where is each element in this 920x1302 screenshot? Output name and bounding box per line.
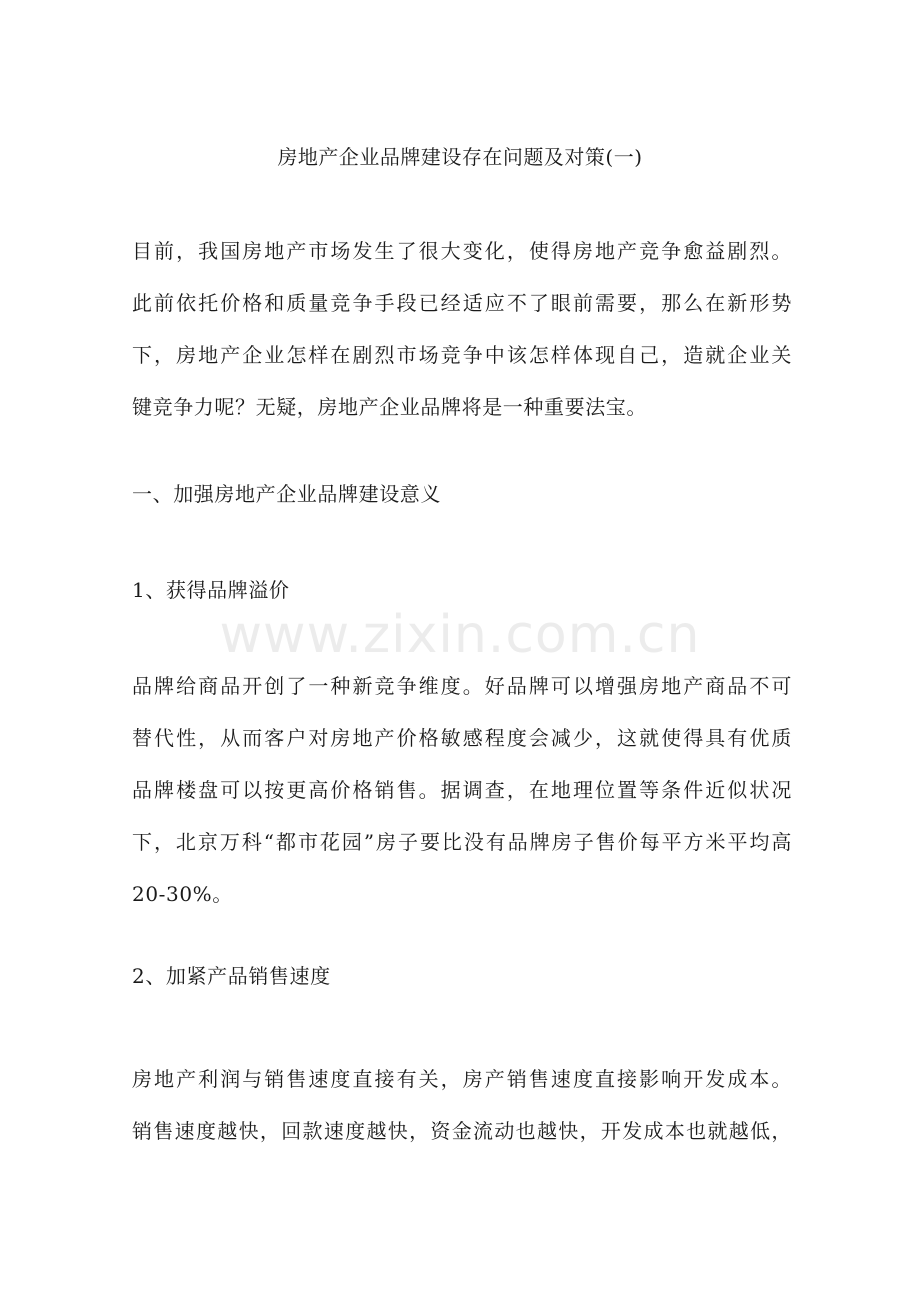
subsection-heading-2: 2、加紧产品销售速度 (132, 964, 331, 988)
subsection-paragraph-2 (132, 1053, 792, 1157)
paragraph-line: 键竞争力呢？无疑，房地产企业品牌将是一种重要法宝。 (132, 395, 647, 419)
intro-paragraph (132, 225, 792, 433)
paragraph-line: 房地产利润与销售速度直接有关，房产销售速度直接影响开发成本。 (132, 1067, 792, 1091)
paragraph-line: 下，北京万科“都市花园”房子要比没有品牌房子售价每平方米平均高 (132, 830, 792, 854)
paragraph-line: 销售速度越快，回款速度越快，资金流动也越快，开发成本也就越低， (132, 1119, 792, 1143)
paragraph-line: 下，房地产企业怎样在剧烈市场竞争中该怎样体现自己，造就企业关 (132, 343, 792, 367)
section-heading: 一、加强房地产企业品牌建设意义 (132, 482, 441, 506)
subsection-heading-1: 1、获得品牌溢价 (132, 578, 290, 602)
paragraph-line: 替代性，从而客户对房地产价格敏感程度会减少，这就使得具有优质 (132, 726, 792, 750)
paragraph-line: 品牌给商品开创了一种新竞争维度。好品牌可以增强房地产商品不可 (132, 674, 792, 698)
paragraph-line: 20-30%。 (132, 882, 233, 906)
paragraph-line: 品牌楼盘可以按更高价格销售。据调查，在地理位置等条件近似状况 (132, 778, 792, 802)
watermark: www.zixin.com.cn (219, 605, 701, 665)
paragraph-line: 此前依托价格和质量竞争手段已经适应不了眼前需要，那么在新形势 (132, 291, 792, 315)
subsection-paragraph-1 (132, 660, 792, 920)
paragraph-line: 目前，我国房地产市场发生了很大变化，使得房地产竞争愈益剧烈。 (132, 239, 792, 263)
document-title: 房地产企业品牌建设存在问题及对策(一) (277, 145, 643, 169)
